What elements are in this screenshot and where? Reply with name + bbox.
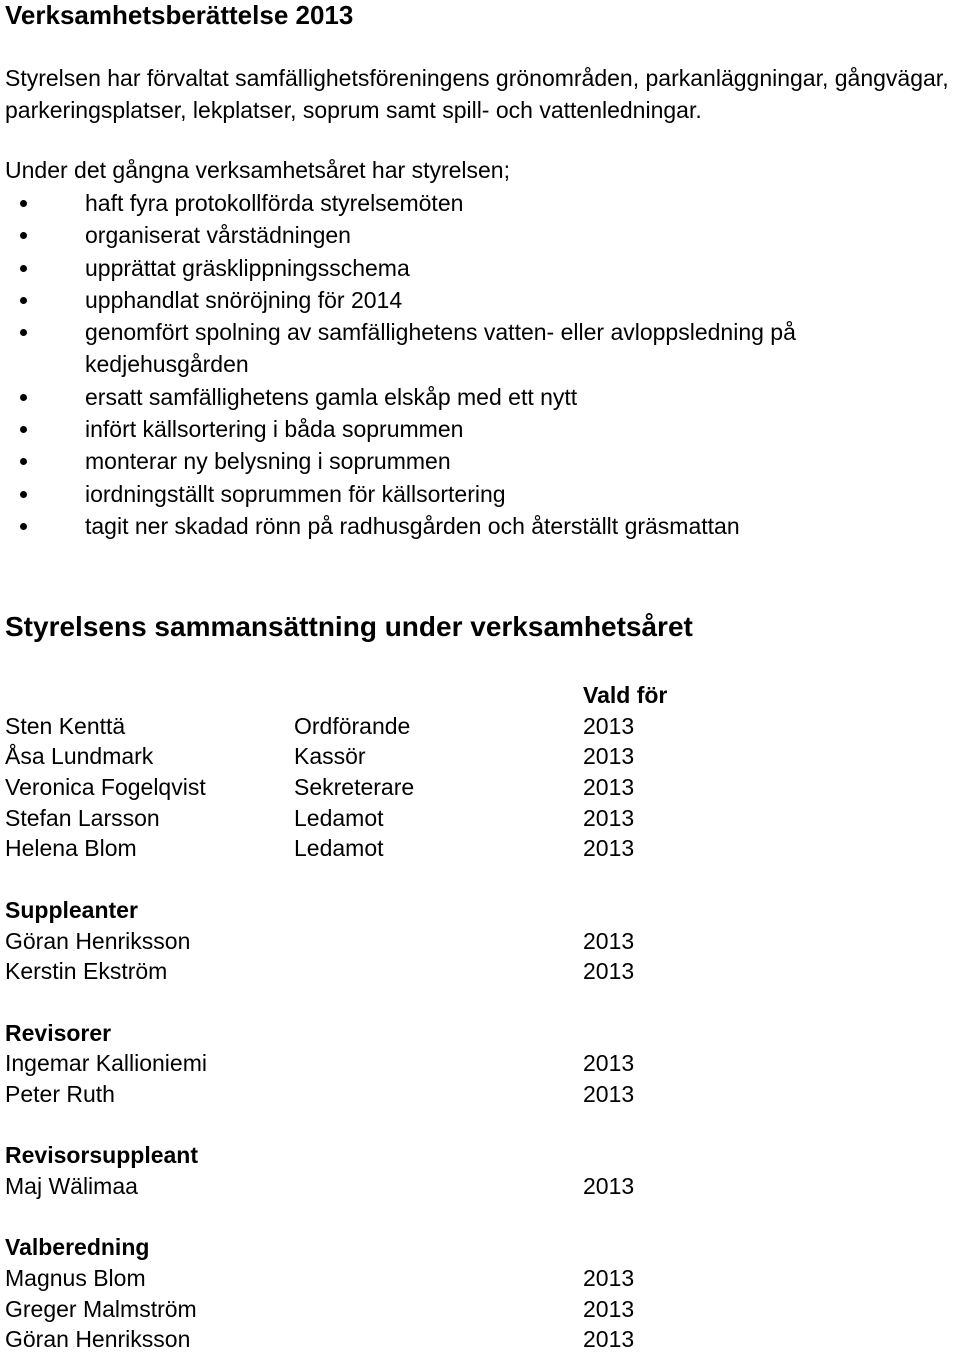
activities-list (5, 187, 955, 542)
suppleanter-heading: Suppleanter (5, 896, 138, 923)
list-item (5, 316, 955, 381)
member-year: 2013 (583, 774, 635, 801)
member-name: Åsa Lundmark (5, 743, 154, 770)
vald-for-header: Vald för (583, 682, 668, 708)
table-row (5, 711, 955, 742)
list-item-text: upphandlat snöröjning för 2014 (85, 286, 403, 313)
member-name: Göran Henriksson (5, 1326, 191, 1353)
activities-lead: Under det gångna verksamhetsåret har styrelsen; (5, 157, 510, 183)
table-row (5, 1079, 955, 1110)
table-row (5, 772, 955, 803)
list-item (5, 187, 955, 219)
member-name: Stefan Larsson (5, 804, 160, 831)
table-row (5, 1171, 955, 1202)
group-heading-row (5, 1018, 955, 1049)
member-role: Ledamot (294, 835, 384, 862)
member-name: Ingemar Kallioniemi (5, 1050, 207, 1077)
list-item (5, 478, 955, 510)
member-year: 2013 (583, 835, 635, 862)
list-item-text: genomfört spolning av samfällighetens vatten- eller avloppsledning på kedjehusgården (85, 319, 796, 378)
table-row (5, 833, 955, 864)
table-row (5, 956, 955, 987)
table-row (5, 1263, 955, 1294)
list-item-text: organiserat vårstädningen (85, 222, 351, 249)
group-heading-row (5, 1140, 955, 1171)
composition-heading: Styrelsens sammansättning under verksamhetsåret (5, 611, 693, 642)
table-row (5, 741, 955, 772)
list-item (5, 252, 955, 284)
member-year: 2013 (583, 804, 635, 831)
table-row (5, 803, 955, 834)
bullet-icon (20, 491, 27, 498)
list-item-text: iordningställt soprummen för källsortering (85, 480, 506, 507)
member-year: 2013 (583, 712, 635, 739)
member-name: Greger Malmström (5, 1295, 197, 1322)
list-item-text: monterar ny belysning i soprummen (85, 448, 451, 475)
member-name: Maj Wälimaa (5, 1173, 138, 1199)
table-row (5, 926, 955, 957)
members-table (5, 680, 955, 1355)
member-year: 2013 (583, 1265, 635, 1292)
group-heading-row (5, 1232, 955, 1263)
member-year: 2013 (583, 1050, 635, 1077)
table-row (5, 1324, 955, 1355)
spacer (5, 864, 955, 895)
revisorer-heading: Revisorer (5, 1019, 112, 1046)
list-item-text: upprättat gräsklippningsschema (85, 254, 410, 281)
list-item (5, 413, 955, 445)
revisorsuppleant-heading: Revisorsuppleant (5, 1142, 198, 1169)
bullet-icon (20, 329, 27, 336)
member-year: 2013 (583, 958, 635, 985)
bullet-icon (20, 426, 27, 433)
member-role: Ledamot (294, 804, 384, 831)
spacer (5, 1110, 955, 1141)
member-year: 2013 (583, 1173, 635, 1199)
bullet-icon (20, 458, 27, 465)
document-title: Verksamhetsberättelse 2013 (5, 0, 354, 30)
bullet-icon (20, 232, 27, 239)
list-item-text: ersatt samfällighetens gamla elskåp med ett nytt (85, 383, 578, 410)
list-item-text: haft fyra protokollförda styrelsemöten (85, 190, 464, 216)
member-year: 2013 (583, 1080, 635, 1107)
table-row (5, 1048, 955, 1079)
list-item-text: infört källsortering i båda soprummen (85, 416, 464, 443)
member-year: 2013 (583, 1295, 635, 1322)
list-item (5, 381, 955, 413)
member-year: 2013 (583, 743, 635, 770)
member-name: Helena Blom (5, 835, 137, 862)
member-role: Ordförande (294, 712, 411, 739)
bullet-icon (20, 523, 27, 530)
member-name: Veronica Fogelqvist (5, 774, 206, 801)
member-role: Kassör (294, 743, 366, 770)
group-heading-row (5, 895, 955, 926)
list-item (5, 219, 955, 251)
member-role: Sekreterare (294, 774, 415, 801)
spacer (5, 1202, 955, 1233)
member-year: 2013 (583, 927, 635, 954)
member-name: Peter Ruth (5, 1080, 115, 1107)
bullet-icon (20, 200, 27, 207)
bullet-icon (20, 394, 27, 401)
bullet-icon (20, 297, 27, 304)
list-item (5, 510, 955, 542)
spacer (5, 987, 955, 1018)
list-item (5, 284, 955, 316)
member-name: Magnus Blom (5, 1265, 146, 1292)
list-item (5, 445, 955, 477)
bullet-icon (20, 265, 27, 272)
intro-paragraph: Styrelsen har förvaltat samfällighetsföreningens grönområden, parkanläggningar, gångvägar, parkeringsplatser, lekplatser, soprum samt spill- och vattenledningar. (5, 65, 949, 123)
table-header-row (5, 680, 955, 711)
member-name: Göran Henriksson (5, 927, 191, 954)
member-name: Kerstin Ekström (5, 958, 168, 985)
valberedning-heading: Valberedning (5, 1234, 150, 1261)
table-row (5, 1294, 955, 1325)
list-item-text: tagit ner skadad rönn på radhusgården och återställt gräsmattan (85, 512, 740, 539)
member-year: 2013 (583, 1326, 635, 1353)
member-name: Sten Kenttä (5, 712, 126, 739)
